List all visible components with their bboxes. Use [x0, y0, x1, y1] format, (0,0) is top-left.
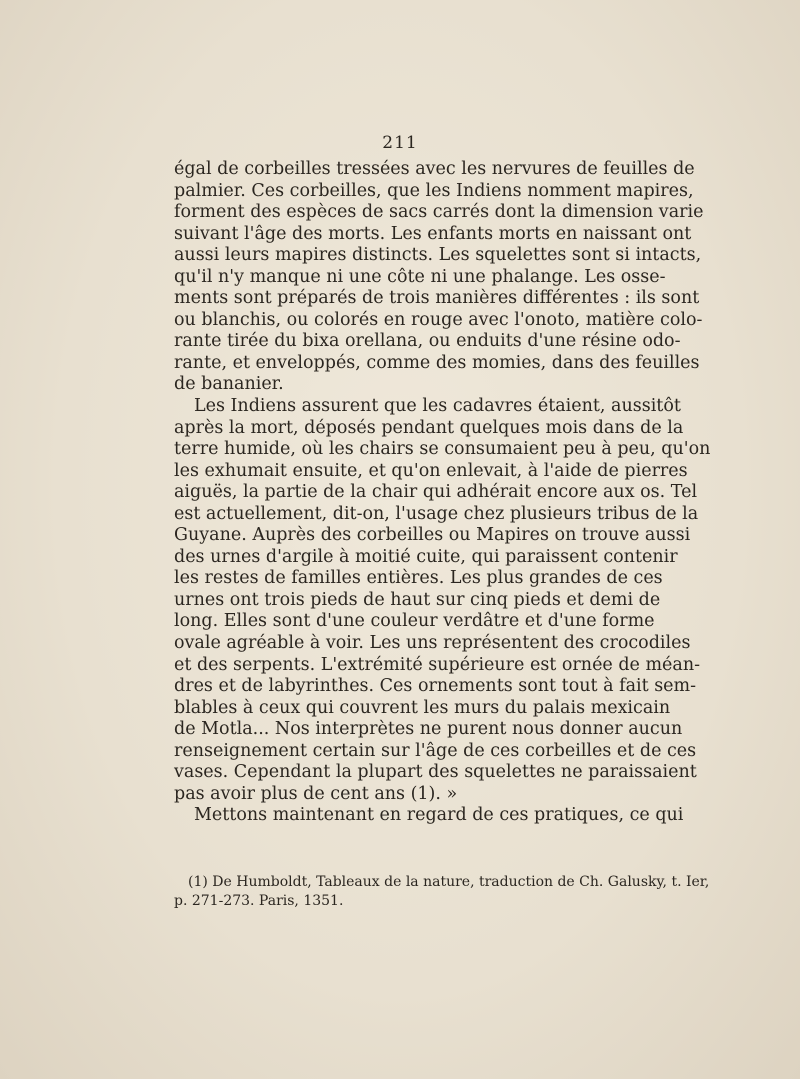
text-line: ments sont préparés de trois manières différentes : ils sont	[174, 288, 700, 309]
footnotes	[174, 873, 710, 911]
text-line: ovale agréable à voir. Les uns représentent des crocodiles	[174, 633, 691, 654]
text-line: pas avoir plus de cent ans (1). »	[174, 783, 458, 804]
text-line: forment des espèces de sacs carrés dont la dimension varie	[174, 202, 704, 223]
text-line: de Motla... Nos interprètes ne purent nous donner aucun	[174, 719, 683, 740]
text-line: palmier. Ces corbeilles, que les Indiens nomment mapires,	[174, 180, 694, 201]
text-line: suivant l'âge des morts. Les enfants morts en naissant ont	[174, 223, 692, 244]
text-line: égal de corbeilles tressées avec les nervures de feuilles de	[174, 159, 695, 179]
text-line: après la mort, déposés pendant quelques mois dans de la	[174, 417, 684, 438]
text-line: renseignement certain sur l'âge de ces corbeilles et de ces	[174, 740, 697, 761]
footnote-line: p. 271-273. Paris, 1351.	[174, 893, 344, 909]
text-line: terre humide, où les chairs se consumaient peu à peu, qu'on	[174, 439, 711, 460]
text-line: est actuellement, dit-on, l'usage chez plusieurs tribus de la	[174, 503, 699, 524]
footnote-line: (1) De Humboldt, Tableaux de la nature, traduction de Ch. Galusky, t. Ier,	[188, 874, 710, 890]
text-line: les restes de familles entières. Les plus grandes de ces	[174, 568, 663, 589]
text-line: rante tirée du bixa orellana, ou enduits d'une résine odo-	[174, 331, 681, 352]
text-line: qu'il n'y manque ni une côte ni une phalange. Les osse-	[174, 266, 666, 287]
text-line: les exhumait ensuite, et qu'on enlevait, à l'aide de pierres	[174, 460, 688, 481]
text-line: blables à ceux qui couvrent les murs du palais mexicain	[174, 697, 671, 718]
text-line: de bananier.	[174, 374, 284, 395]
text-line: Guyane. Auprès des corbeilles ou Mapires on trouve aussi	[174, 525, 691, 546]
text-line: aiguës, la partie de la chair qui adhérait encore aux os. Tel	[174, 482, 698, 503]
page-number: 211	[382, 133, 418, 153]
text-line: Mettons maintenant en regard de ces pratiques, ce qui	[194, 805, 684, 826]
text-line: vases. Cependant la plupart des squelettes ne paraissaient	[174, 762, 697, 783]
text-line: aussi leurs mapires distincts. Les squelettes sont si intacts,	[174, 245, 702, 266]
text-line: urnes ont trois pieds de haut sur cinq pieds et demi de	[174, 589, 661, 610]
body-text	[174, 159, 711, 827]
text-line: des urnes d'argile à moitié cuite, qui paraissent contenir	[174, 546, 678, 567]
text-line: Les Indiens assurent que les cadavres étaient, aussitôt	[194, 396, 681, 417]
text-line: dres et de labyrinthes. Ces ornements sont tout à fait sem-	[174, 676, 697, 697]
text-line: rante, et enveloppés, comme des momies, dans des feuilles	[174, 352, 700, 373]
text-line: long. Elles sont d'une couleur verdâtre et d'une forme	[174, 611, 655, 632]
text-line: ou blanchis, ou colorés en rouge avec l'onoto, matière colo-	[174, 309, 703, 330]
text-line: et des serpents. L'extrémité supérieure est ornée de méan-	[174, 654, 701, 675]
